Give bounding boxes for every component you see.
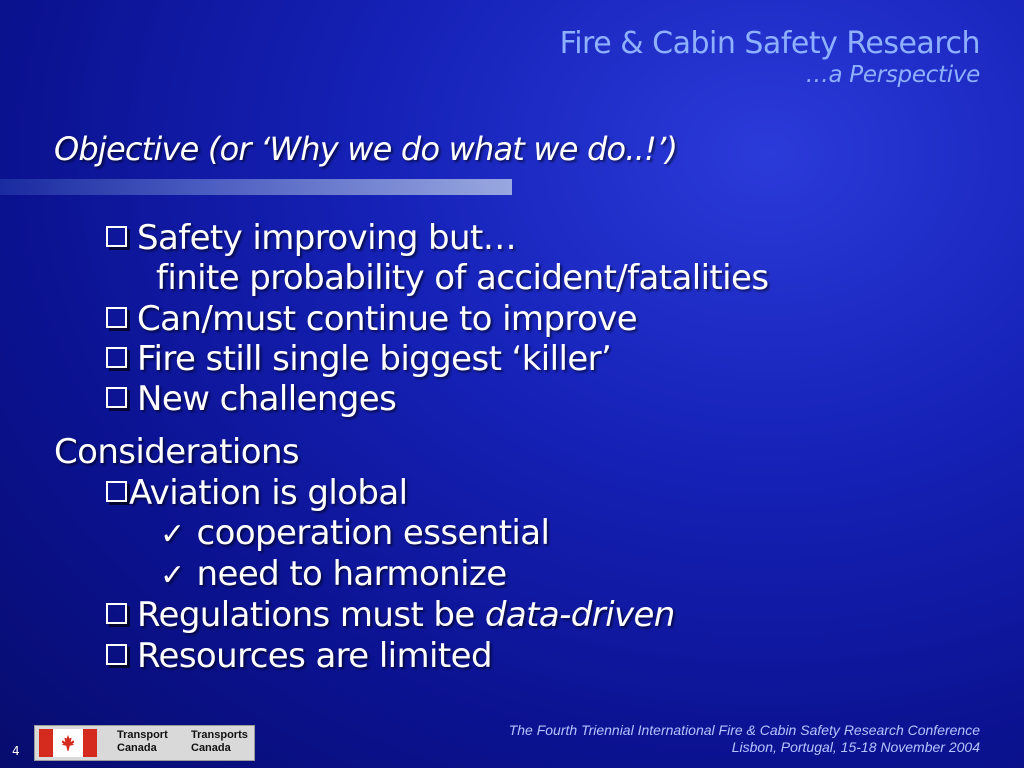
sub-bullet-text: cooperation essential [196,513,550,553]
objective-heading: Objective (or ‘Why we do what we do..!’) [54,130,678,168]
bullet-text: Can/must continue to improve [137,299,638,339]
slide-subtitle: …a Perspective [805,62,980,88]
bullet-text: Resources are limited [137,636,492,676]
footer-line-2: Lisbon, Portugal, 15-18 November 2004 [731,739,980,755]
slide-header [560,26,980,88]
bullet-item [106,299,637,339]
footer-line-1: The Fourth Triennial International Fire & Cabin Safety Research Conference [508,722,980,738]
checkbox-bullet-icon [106,644,127,665]
checkmark-icon: ✓ [160,558,185,593]
bullet-text: Regulations must be [137,595,485,635]
sub-bullet-text: need to harmonize [196,554,507,594]
checkbox-bullet-icon [106,307,127,328]
maple-leaf-icon [59,734,77,752]
bullet-item [106,595,675,635]
canada-flag-icon [39,729,97,757]
checkbox-bullet-icon [106,226,127,247]
bullet-item [106,339,611,379]
checkbox-bullet-icon [106,603,127,624]
considerations-heading: Considerations [54,432,300,472]
slide-title: Fire & Cabin Safety Research [559,26,980,61]
checkbox-bullet-icon [106,387,127,408]
sub-bullet-item [160,513,549,555]
transport-canada-logo [34,725,255,761]
slide-number: 4 [12,744,20,758]
bullet-item [106,473,407,513]
checkbox-bullet-icon [106,481,127,502]
bullet-text: Aviation is global [129,473,408,513]
bullet-text: Fire still single biggest ‘killer’ [137,339,612,379]
logo-text-english: Transport Canada [117,729,168,754]
emphasis-text: data-driven [484,595,675,635]
bullet-item [106,636,492,676]
sub-bullet-item [160,554,507,596]
logo-text-french: Transports Canada [191,729,248,754]
bullet-text: New challenges [137,379,397,419]
bullet-text: Safety improving but… [137,218,517,258]
conference-footer [509,722,980,756]
bullet-item [106,379,396,419]
bullet-item [106,218,516,258]
checkbox-bullet-icon [106,347,127,368]
gradient-divider [0,179,512,195]
checkmark-icon: ✓ [160,517,185,552]
bullet-continuation: finite probability of accident/fatalities [156,258,769,298]
